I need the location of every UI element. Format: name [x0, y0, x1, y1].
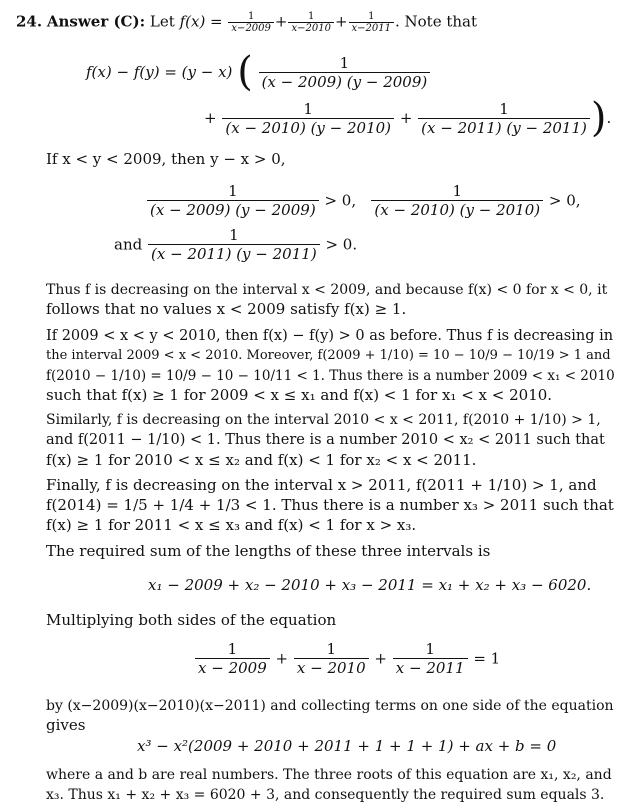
- paragraph-4-line-2: f(2014) = 1/5 + 1/4 + 1/3 < 1. Thus there is a number x₃ > 2011 such that: [46, 496, 614, 514]
- equation-1-lhs: f(x) − f(y) = (y − x): [86, 63, 233, 81]
- let-text: Let: [149, 12, 175, 31]
- answer-label: Answer (C):: [46, 12, 146, 31]
- inequality-b: $\frac{1}{(x - 2010) (y - 2010)}$: [371, 182, 543, 219]
- paragraph-1-line-1: Thus f is decreasing on the interval x < 2009, and because f(x) < 0 for x < 0, it: [46, 282, 608, 298]
- equation-1-term-1: $\frac{1}{(x - 2009) (y - 2009)}$: [259, 54, 431, 91]
- paragraph-4-line-3: f(x) ≥ 1 for 2011 < x ≤ x₃ and f(x) < 1 for x > x₃.: [46, 516, 417, 534]
- note-text: Note that: [404, 12, 478, 31]
- f-def-lhs: f(x) =: [179, 12, 223, 31]
- equation-1-term-2: $\frac{1}{(x - 2010) (y - 2010)}$: [222, 100, 394, 137]
- f-def-frac-1: $\frac{1}{x-2009}$: [228, 11, 273, 34]
- paragraph-6: Multiplying both sides of the equation: [46, 611, 337, 629]
- paragraph-5: The required sum of the lengths of these three intervals is: [46, 542, 491, 560]
- paragraph-1-line-2: follows that no values x < 2009 satisfy f(x) ≥ 1.: [46, 300, 407, 318]
- equation-1-line-1: f(x) − f(y) = (y − x) ( $\frac{1}{(x - 2009) (y - 2009)}$: [86, 52, 431, 92]
- paragraph-3-line-1: Similarly, f is decreasing on the interval 2010 < x < 2011, f(2010 + 1/10) > 1,: [46, 412, 601, 428]
- reciprocal-equation: $\frac{1}{x - 2009}$ + $\frac{1}{x - 2010}$ + $\frac{1}{x - 2011}$ = 1: [194, 640, 500, 677]
- problem-number: 24.: [16, 12, 43, 31]
- f-def-frac-2: $\frac{1}{x-2010}$: [288, 11, 333, 34]
- reciprocal-term-2: $\frac{1}{x - 2010}$: [294, 640, 369, 677]
- paragraph-7-line-1: by (x−2009)(x−2010)(x−2011) and collecting terms on one side of the equation: [46, 698, 614, 714]
- paragraph-8-line-2: x₃. Thus x₁ + x₂ + x₃ = 6020 + 3, and consequently the required sum equals 3.: [46, 787, 605, 803]
- paragraph-2-line-4: such that f(x) ≥ 1 for 2009 < x ≤ x₁ and f(x) < 1 for x₁ < x < 2010.: [46, 386, 553, 404]
- paragraph-2-line-1: If 2009 < x < y < 2010, then f(x) − f(y) > 0 as before. Thus f is decreasing in: [46, 328, 614, 344]
- reciprocal-term-1: $\frac{1}{x - 2009}$: [195, 640, 270, 677]
- equation-1-line-2: + $\frac{1}{(x - 2010) (y - 2010)}$ + $\frac{1}{(x - 2011) (y - 2011)}$ ).: [204, 95, 612, 141]
- paragraph-7-line-2: gives: [46, 716, 86, 734]
- reciprocal-term-3: $\frac{1}{x - 2011}$: [393, 640, 468, 677]
- sum-equation: x₁ − 2009 + x₂ − 2010 + x₃ − 2011 = x₁ + x₂ + x₃ − 6020.: [148, 576, 592, 594]
- paragraph-3-line-2: and f(2011 − 1/10) < 1. Thus there is a number 2010 < x₂ < 2011 such that: [46, 432, 605, 448]
- paragraph-4-line-1: Finally, f is decreasing on the interval x > 2011, f(2011 + 1/10) > 1, and: [46, 476, 597, 494]
- paragraph-2-line-2: the interval 2009 < x < 2010. Moreover, f(2009 + 1/10) = 10 − 10/9 − 10/19 > 1 and: [46, 348, 611, 363]
- paragraph-8-line-1: where a and b are real numbers. The three roots of this equation are x₁, x₂, and: [46, 767, 612, 783]
- paragraph-3-line-3: f(x) ≥ 1 for 2010 < x ≤ x₂ and f(x) < 1 for x₂ < x < 2011.: [46, 451, 477, 469]
- paragraph-2-line-3: f(2010 − 1/10) = 10/9 − 10 − 10/11 < 1. Thus there is a number 2009 < x₁ < 2010: [46, 368, 615, 384]
- and-text: and: [114, 235, 143, 254]
- f-def-frac-3: $\frac{1}{x-2011}$: [349, 11, 394, 34]
- inequality-c: $\frac{1}{(x - 2011) (y - 2011)}$: [148, 226, 320, 263]
- inequality-row-1: $\frac{1}{(x - 2009) (y - 2009)}$ > 0, $\frac{1}{(x - 2010) (y - 2010)}$ > 0,: [146, 182, 581, 219]
- inequality-a: $\frac{1}{(x - 2009) (y - 2009)}$: [147, 182, 319, 219]
- inequality-row-2: and $\frac{1}{(x - 2011) (y - 2011)}$ > 0.: [114, 226, 358, 263]
- problem-header: 24. Answer (C): Let f(x) = $\frac{1}{x-2009}$ + $\frac{1}{x-2010}$ + $\frac{1}{x-2011}$ . Note that: [16, 11, 478, 34]
- equation-1-term-3: $\frac{1}{(x - 2011) (y - 2011)}$: [418, 100, 590, 137]
- cubic-equation: x³ − x²(2009 + 2010 + 2011 + 1 + 1 + 1) + ax + b = 0: [137, 737, 557, 755]
- case-1-text: If x < y < 2009, then y − x > 0,: [46, 150, 286, 168]
